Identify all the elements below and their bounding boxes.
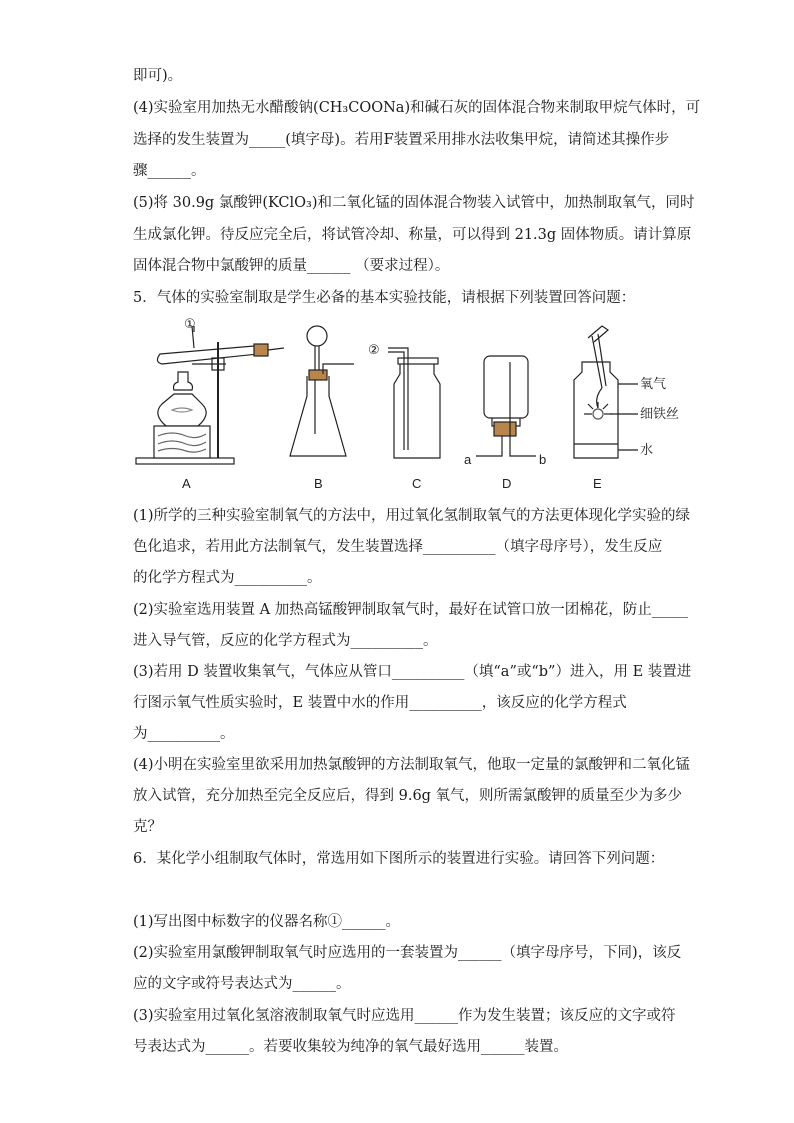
label-a: A bbox=[182, 476, 191, 491]
marker-1: ① bbox=[184, 316, 196, 331]
e-label-oxygen: 氧气 bbox=[640, 376, 667, 391]
text-line: (3)实验室用过氧化氢溶液制取氧气时应选用______作为发生装置；该反应的文字或符 bbox=[133, 1008, 676, 1024]
text-line: 克？ bbox=[133, 819, 162, 835]
pipe-b-label: b bbox=[539, 452, 547, 467]
text-line: 的化学方程式为__________。 bbox=[133, 570, 322, 586]
marker-2: ② bbox=[368, 342, 380, 357]
text-line: 为__________。 bbox=[133, 726, 235, 742]
apparatus-d bbox=[476, 356, 536, 456]
text-line: (1)写出图中标数字的仪器名称①______。 bbox=[133, 914, 401, 930]
text-line: (4)实验室用加热无水醋酸钠(CH₃COONa)和碱石灰的固体混合物来制取甲烷气体时，可 bbox=[133, 100, 701, 116]
question-5-heading: 5．气体的实验室制取是学生必备的基本实验技能，请根据下列装置回答问题： bbox=[133, 290, 636, 306]
label-b: B bbox=[314, 476, 323, 491]
text-line: (2)实验室选用装置 A 加热高锰酸钾制取氧气时，最好在试管口放一团棉花，防止_____ bbox=[133, 602, 688, 618]
question-6-heading: 6．某化学小组制取气体时，常选用如下图所示的装置进行实验。请回答下列问题： bbox=[133, 851, 665, 867]
text-line: 色化追求，若用此方法制氧气，发生装置选择__________（填字母序号），发生反应 bbox=[133, 539, 663, 555]
apparatus-a bbox=[136, 326, 284, 464]
text-line: (4)小明在实验室里欲采用加热氯酸钾的方法制取氧气，他取一定量的氯酸钾和二氧化锰 bbox=[133, 757, 691, 773]
text-line: 即可)。 bbox=[133, 68, 183, 84]
text-line: (2)实验室用氯酸钾制取氧气时应选用的一套装置为______（填字母序号，下同)，该反 bbox=[133, 945, 682, 961]
text-line: 生成氯化钾。待反应完全后，将试管冷却、称量，可以得到 21.3g 固体物质。请计算原 bbox=[133, 227, 692, 243]
apparatus-c bbox=[388, 348, 440, 458]
label-c: C bbox=[412, 476, 422, 491]
text-line: (1)所学的三种实验室制氧气的方法中，用过氧化氢制取氧气的方法更体现化学实验的绿 bbox=[133, 508, 691, 524]
text-line: 行图示氧气性质实验时，E 装置中水的作用__________，该反应的化学方程式 bbox=[133, 695, 627, 711]
text-line: 固体混合物中氯酸钾的质量______ （要求过程）。 bbox=[133, 258, 450, 274]
text-line: (5)将 30.9g 氯酸钾(KClO₃)和二氧化锰的固体混合物装入试管中，加热制取氧气，同时 bbox=[133, 195, 695, 211]
text-line: 放入试管，充分加热至完全反应后，得到 9.6g 氧气，则所需氯酸钾的质量至少为多少 bbox=[133, 788, 683, 804]
e-label-iron-wire: 细铁丝 bbox=[640, 406, 680, 421]
text-line: (3)若用 D 装置收集氧气，气体应从管口__________（填“a”或“b”）进入，用 E 装置进 bbox=[133, 664, 692, 680]
text-line: 应的文字或符号表达式为______。 bbox=[133, 976, 351, 992]
apparatus-e bbox=[574, 326, 638, 458]
text-line: 号表达式为______。若要收集较为纯净的氧气最好选用______装置。 bbox=[133, 1039, 568, 1055]
apparatus-figure bbox=[132, 316, 680, 498]
text-line: 进入导气管，反应的化学方程式为__________。 bbox=[133, 633, 438, 649]
e-label-water: 水 bbox=[640, 442, 654, 457]
pipe-a-label: a bbox=[464, 452, 472, 467]
text-line: 选择的发生装置为_____(填字母)。若用F装置采用排水法收集甲烷，请简述其操作步 bbox=[133, 132, 670, 148]
text-line: 骤______。 bbox=[133, 163, 206, 179]
label-d: D bbox=[502, 476, 512, 491]
apparatus-b bbox=[290, 326, 354, 456]
label-e: E bbox=[593, 476, 602, 491]
